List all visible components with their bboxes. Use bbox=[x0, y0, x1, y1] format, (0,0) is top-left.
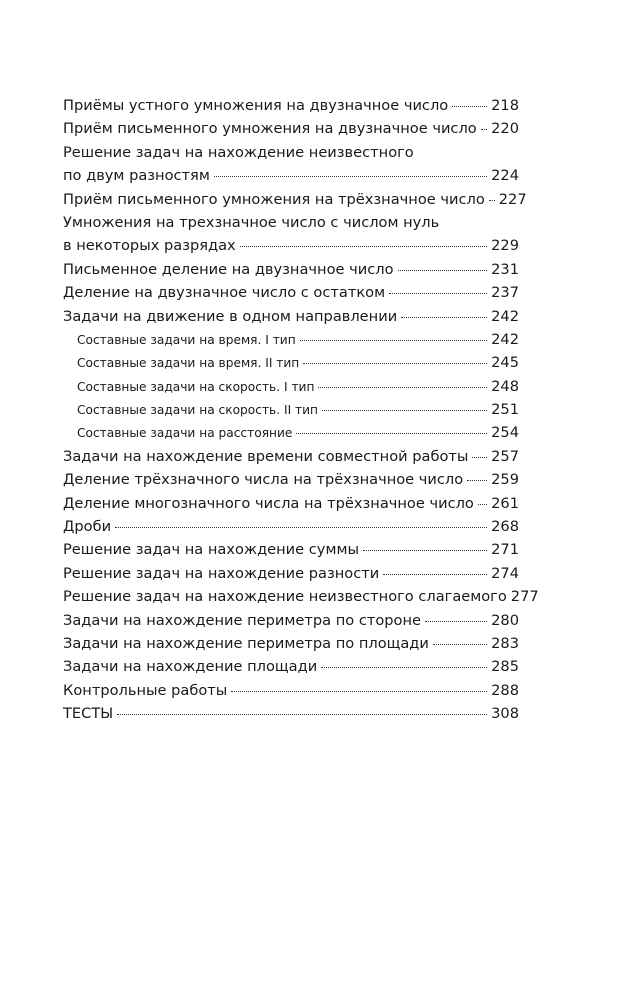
toc-entry-title: Решение задач на нахождение неизвестного bbox=[63, 143, 414, 161]
toc-entry-line bbox=[63, 655, 519, 678]
toc-entry-line bbox=[63, 117, 519, 140]
dot-leader bbox=[318, 387, 487, 388]
dot-leader bbox=[322, 410, 487, 411]
toc-entry-title: Задачи на нахождение площади bbox=[63, 658, 318, 676]
toc-page-number: 274 bbox=[491, 564, 519, 582]
dot-leader bbox=[478, 504, 487, 505]
toc-entry-title: Приём письменного умножения на двузначное число bbox=[63, 120, 477, 138]
toc-entry bbox=[63, 655, 519, 678]
toc-entry bbox=[63, 117, 519, 140]
toc-page-number: 283 bbox=[491, 634, 519, 652]
toc-entry bbox=[63, 141, 519, 188]
toc-entry-title: Приём письменного умножения на трёхзначное число bbox=[63, 190, 485, 208]
toc-entry-line bbox=[63, 328, 519, 351]
toc-entry-title: Приёмы устного умножения на двузначное число bbox=[63, 97, 449, 114]
toc-subentry bbox=[63, 398, 519, 421]
toc-page-number: 220 bbox=[491, 120, 519, 138]
toc-page-number: 231 bbox=[491, 260, 519, 278]
dot-leader bbox=[383, 574, 487, 575]
toc-entry bbox=[63, 609, 519, 632]
toc-entry-line bbox=[63, 609, 519, 632]
toc-entry-title: Составные задачи на скорость. I тип bbox=[77, 379, 315, 394]
toc-entry-title-continuation: по двум разностям bbox=[63, 167, 210, 185]
toc-entry-title: ТЕСТЫ bbox=[63, 705, 114, 723]
toc-entry-title: Дроби bbox=[63, 518, 112, 536]
toc-page-number: 254 bbox=[491, 424, 519, 442]
toc-entry-line bbox=[63, 375, 519, 398]
toc-page-number: 277 bbox=[510, 588, 539, 606]
toc-entry-line bbox=[63, 445, 519, 468]
toc-entry-title: Деление на двузначное число с остатком bbox=[63, 284, 386, 302]
dot-leader bbox=[481, 129, 487, 130]
toc-entry-line bbox=[63, 94, 519, 117]
toc-page-number: 237 bbox=[491, 284, 519, 302]
toc-entry-title: Решение задач на нахождение суммы bbox=[63, 541, 359, 559]
toc-entry-line bbox=[63, 562, 519, 585]
toc-entry bbox=[63, 281, 519, 304]
toc-entry-title: Составные задачи на время. II тип bbox=[77, 356, 300, 371]
dot-leader bbox=[433, 644, 487, 645]
toc-entry-line bbox=[63, 305, 519, 328]
toc-page-number: 257 bbox=[491, 447, 519, 465]
toc-entry-line bbox=[63, 188, 527, 211]
toc-entry bbox=[63, 515, 519, 538]
toc-entry-title: Составные задачи на скорость. II тип bbox=[77, 403, 319, 418]
dot-leader bbox=[214, 176, 487, 177]
toc-page-number: 245 bbox=[491, 354, 519, 372]
toc-entry-title: Умножения на трехзначное число с числом нуль bbox=[63, 213, 440, 231]
toc-entry-title: Задачи на движение в одном направлении bbox=[63, 307, 398, 325]
toc-entry bbox=[63, 94, 519, 117]
toc-entry-line bbox=[63, 632, 519, 655]
toc-page-number: 268 bbox=[491, 518, 519, 536]
dot-leader bbox=[389, 293, 487, 294]
toc-entry bbox=[63, 258, 519, 281]
toc-page-number: 248 bbox=[491, 377, 519, 395]
toc-entry bbox=[63, 585, 539, 608]
toc-subentry bbox=[63, 351, 519, 374]
dot-leader bbox=[117, 714, 487, 715]
toc-page-number: 288 bbox=[491, 681, 519, 699]
toc-page-number: 280 bbox=[491, 611, 519, 629]
toc-entry bbox=[63, 679, 519, 702]
dot-leader bbox=[398, 270, 488, 271]
dot-leader bbox=[231, 691, 487, 692]
toc-entry-line bbox=[63, 281, 519, 304]
toc-page-number: 285 bbox=[491, 658, 519, 676]
toc-page-number: 259 bbox=[491, 471, 519, 489]
toc-entry-line bbox=[63, 585, 539, 608]
toc-entry bbox=[63, 305, 519, 328]
table-of-contents bbox=[63, 94, 539, 726]
toc-entry-title: Составные задачи на время. I тип bbox=[77, 332, 296, 347]
toc-entry-title: Деление трёхзначного числа на трёхзначное число bbox=[63, 471, 464, 489]
toc-entry-line bbox=[63, 468, 519, 491]
toc-entry bbox=[63, 211, 519, 258]
toc-entry bbox=[63, 188, 527, 211]
toc-entry-line bbox=[63, 679, 519, 702]
toc-entry-title: Деление многозначного числа на трёхзначное число bbox=[63, 494, 474, 512]
dot-leader bbox=[401, 317, 487, 318]
dot-leader bbox=[472, 457, 487, 458]
toc-page-number: 229 bbox=[491, 237, 519, 255]
toc-page-number: 261 bbox=[491, 494, 519, 512]
toc-page-number: 251 bbox=[491, 401, 519, 419]
toc-entry-line bbox=[63, 164, 519, 187]
toc-entry-title: Контрольные работы bbox=[63, 681, 228, 699]
toc-page-number: 227 bbox=[498, 190, 527, 208]
toc-entry-line bbox=[63, 421, 519, 444]
dot-leader bbox=[467, 480, 487, 481]
dot-leader bbox=[303, 363, 487, 364]
dot-leader bbox=[363, 550, 487, 551]
toc-entry-title: Задачи на нахождение периметра по стороне bbox=[63, 611, 421, 629]
toc-entry bbox=[63, 702, 519, 725]
dot-leader bbox=[115, 527, 487, 528]
toc-entry-line bbox=[63, 515, 519, 538]
toc-entry bbox=[63, 538, 519, 561]
toc-entry-line bbox=[63, 538, 519, 561]
toc-entry-title: Задачи на нахождение времени совместной работы bbox=[63, 447, 469, 465]
toc-entry-line bbox=[63, 258, 519, 281]
toc-page-number: 308 bbox=[491, 705, 519, 723]
toc-entry bbox=[63, 468, 519, 491]
dot-leader bbox=[296, 433, 487, 434]
toc-page-number: 242 bbox=[491, 330, 519, 348]
toc-entry bbox=[63, 445, 519, 468]
dot-leader bbox=[489, 200, 495, 201]
dot-leader bbox=[300, 340, 487, 341]
dot-leader bbox=[425, 621, 487, 622]
toc-entry-title: Решение задач на нахождение разности bbox=[63, 564, 380, 582]
toc-entry bbox=[63, 492, 519, 515]
toc-entry-title: Решение задач на нахождение неизвестного слагаемого bbox=[63, 588, 507, 606]
dot-leader bbox=[240, 246, 487, 247]
toc-entry bbox=[63, 632, 519, 655]
dot-leader bbox=[321, 667, 487, 668]
toc-entry-title-continuation: в некоторых разрядах bbox=[63, 237, 236, 255]
toc-page-number: 271 bbox=[491, 541, 519, 559]
toc-subentry bbox=[63, 421, 519, 444]
toc-entry-line bbox=[63, 234, 519, 257]
toc-subentry bbox=[63, 328, 519, 351]
toc-page-number: 218 bbox=[491, 97, 519, 114]
toc-entry-line bbox=[63, 398, 519, 421]
toc-entry-title: Письменное деление на двузначное число bbox=[63, 260, 394, 278]
toc-entry-line bbox=[63, 702, 519, 725]
toc-entry-line bbox=[63, 492, 519, 515]
toc-entry-title: Задачи на нахождение периметра по площади bbox=[63, 634, 429, 652]
toc-entry-title: Составные задачи на расстояние bbox=[77, 426, 293, 441]
toc-subentry bbox=[63, 375, 519, 398]
toc-entry-line bbox=[63, 351, 519, 374]
toc-page-number: 242 bbox=[491, 307, 519, 325]
toc-page-number: 224 bbox=[491, 167, 519, 185]
toc-entry bbox=[63, 562, 519, 585]
dot-leader bbox=[452, 106, 487, 107]
